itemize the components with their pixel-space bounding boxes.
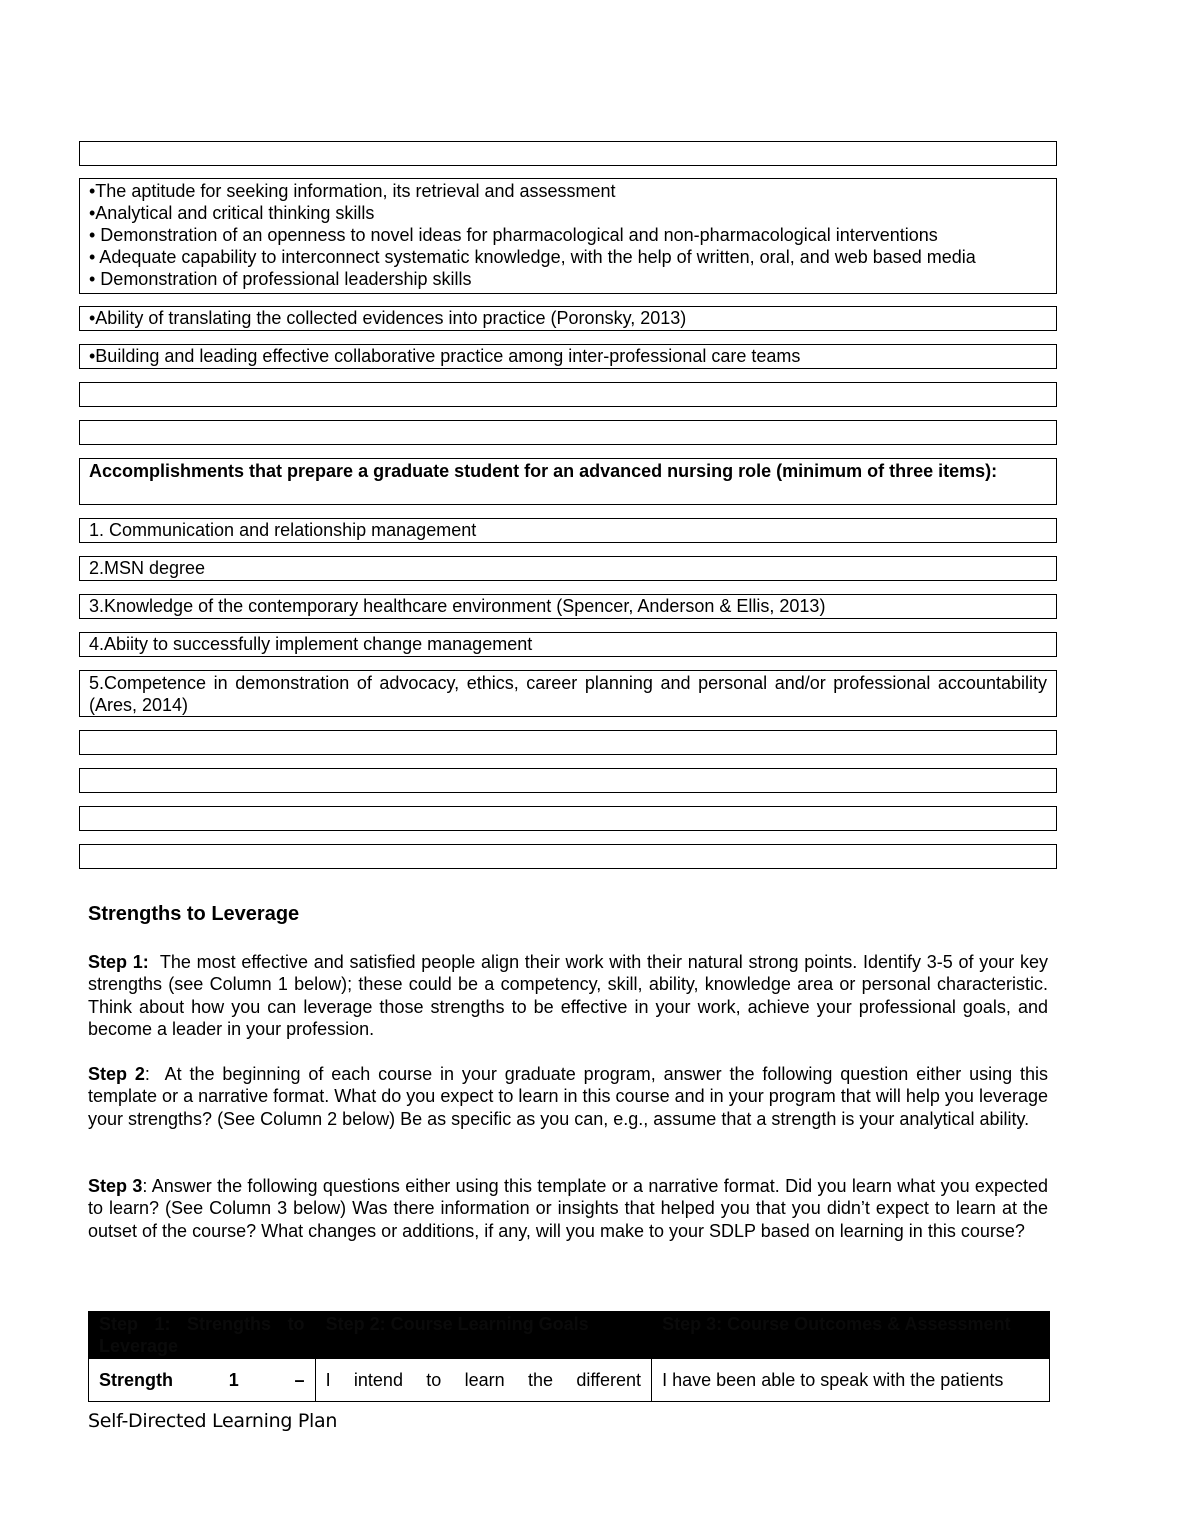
header-outcomes: Step 3: Course Outcomes & Assessment [652, 1312, 1050, 1359]
table-row [89, 1359, 1050, 1402]
accomplishment-item: 3.Knowledge of the contemporary healthcare environment (Spencer, Anderson & Ellis, 2013) [89, 596, 826, 616]
accomplishment-item: 4.Abiity to successfully implement change management [89, 634, 533, 654]
accomplishment-item: 5.Competence in demonstration of advocacy, ethics, career planning and personal and/or professional accountability (Ares, 2014) [89, 673, 1047, 715]
cell-word: learn [464, 1370, 505, 1390]
accomplishment-box [79, 670, 1057, 717]
table-header-row [89, 1312, 1050, 1359]
empty-box [79, 844, 1057, 869]
cell-word: different [576, 1370, 642, 1390]
section-title: Strengths to Leverage [88, 903, 300, 925]
accomplishments-heading-box [79, 458, 1057, 505]
competency-item: •The aptitude for seeking information, its retrieval and assessment [89, 181, 616, 201]
cell-word: 1 [228, 1370, 239, 1390]
empty-box [79, 768, 1057, 793]
header-strengths: Step 1: Strengths to Leverage [89, 1312, 316, 1359]
accomplishment-box [79, 518, 1057, 543]
competency-item: • Demonstration of professional leadership skills [89, 269, 472, 289]
competency-item: •Ability of translating the collected evidences into practice (Poronsky, 2013) [89, 308, 687, 328]
step3-paragraph [88, 1175, 1048, 1242]
step1-label: Step 1: [88, 952, 149, 972]
empty-box-top [79, 141, 1057, 166]
competency-evidence-box [79, 306, 1057, 331]
cell-word: Strength [99, 1370, 173, 1390]
strength-cell [89, 1359, 316, 1402]
cell-word: – [294, 1370, 305, 1390]
empty-box [79, 730, 1057, 755]
competency-collaboration-box [79, 344, 1057, 369]
cell-word: intend [353, 1370, 403, 1390]
page-footer: Self-Directed Learning Plan [88, 1410, 338, 1432]
competency-item: •Analytical and critical thinking skills [89, 203, 375, 223]
competency-item: •Building and leading effective collaborative practice among inter-professional care teams [89, 346, 801, 366]
step3-text: : Answer the following questions either using this template or a narrative format. Did you learn what you expected to learn? (See Column 3 below) Was there information or insights that helped you that you didn’t expect to learn at the outset of the course? What changes or additions, if any, will you make to your SDLP based on learning in this course? [88, 1176, 1048, 1241]
accomplishment-box [79, 632, 1057, 657]
cell-word: the [527, 1370, 554, 1390]
step3-label: Step 3 [88, 1176, 143, 1196]
step2-text: : At the beginning of each course in your graduate program, answer the following question either using this template or a narrative format. What do you expect to learn in this course and in your program that will help you leverage your strengths? (See Column 2 below) Be as specific as you can, e.g., assume that a strength is your analytical ability. [88, 1064, 1054, 1129]
cell-word: to [426, 1370, 442, 1390]
competency-item: • Demonstration of an openness to novel ideas for pharmacological and non-pharmacological interventions [89, 225, 938, 245]
accomplishment-item: 1. Communication and relationship management [89, 520, 477, 540]
accomplishments-heading: Accomplishments that prepare a graduate student for an advanced nursing role (minimum of three items): [89, 461, 998, 481]
learning-plan-table [88, 1311, 1050, 1402]
empty-box [79, 420, 1057, 445]
accomplishment-box [79, 594, 1057, 619]
step2-label: Step 2 [88, 1064, 145, 1084]
outcome-cell: I have been able to speak with the patients [652, 1359, 1050, 1402]
competency-list-box [79, 178, 1057, 294]
header-learning-goals: Step 2: Course Learning Goals [315, 1312, 652, 1359]
accomplishment-box [79, 556, 1057, 581]
learning-goal-cell [315, 1359, 652, 1402]
step2-paragraph [88, 1063, 1054, 1130]
step1-paragraph [88, 951, 1054, 1041]
cell-word: I [325, 1370, 331, 1390]
step1-text: The most effective and satisfied people align their work with their natural strong points. Identify 3-5 of your key strengths (see Column 1 below); these could be a competency, skill, ability, knowledge area or personal characteristic. Think about how you can leverage those strengths to be effective in your work, achieve your professional goals, and become a leader in your profession. [88, 952, 1054, 1040]
competency-item: • Adequate capability to interconnect systematic knowledge, with the help of written, oral, and web based media [89, 247, 976, 267]
empty-box [79, 382, 1057, 407]
empty-box [79, 806, 1057, 831]
accomplishment-item: 2.MSN degree [89, 558, 206, 578]
